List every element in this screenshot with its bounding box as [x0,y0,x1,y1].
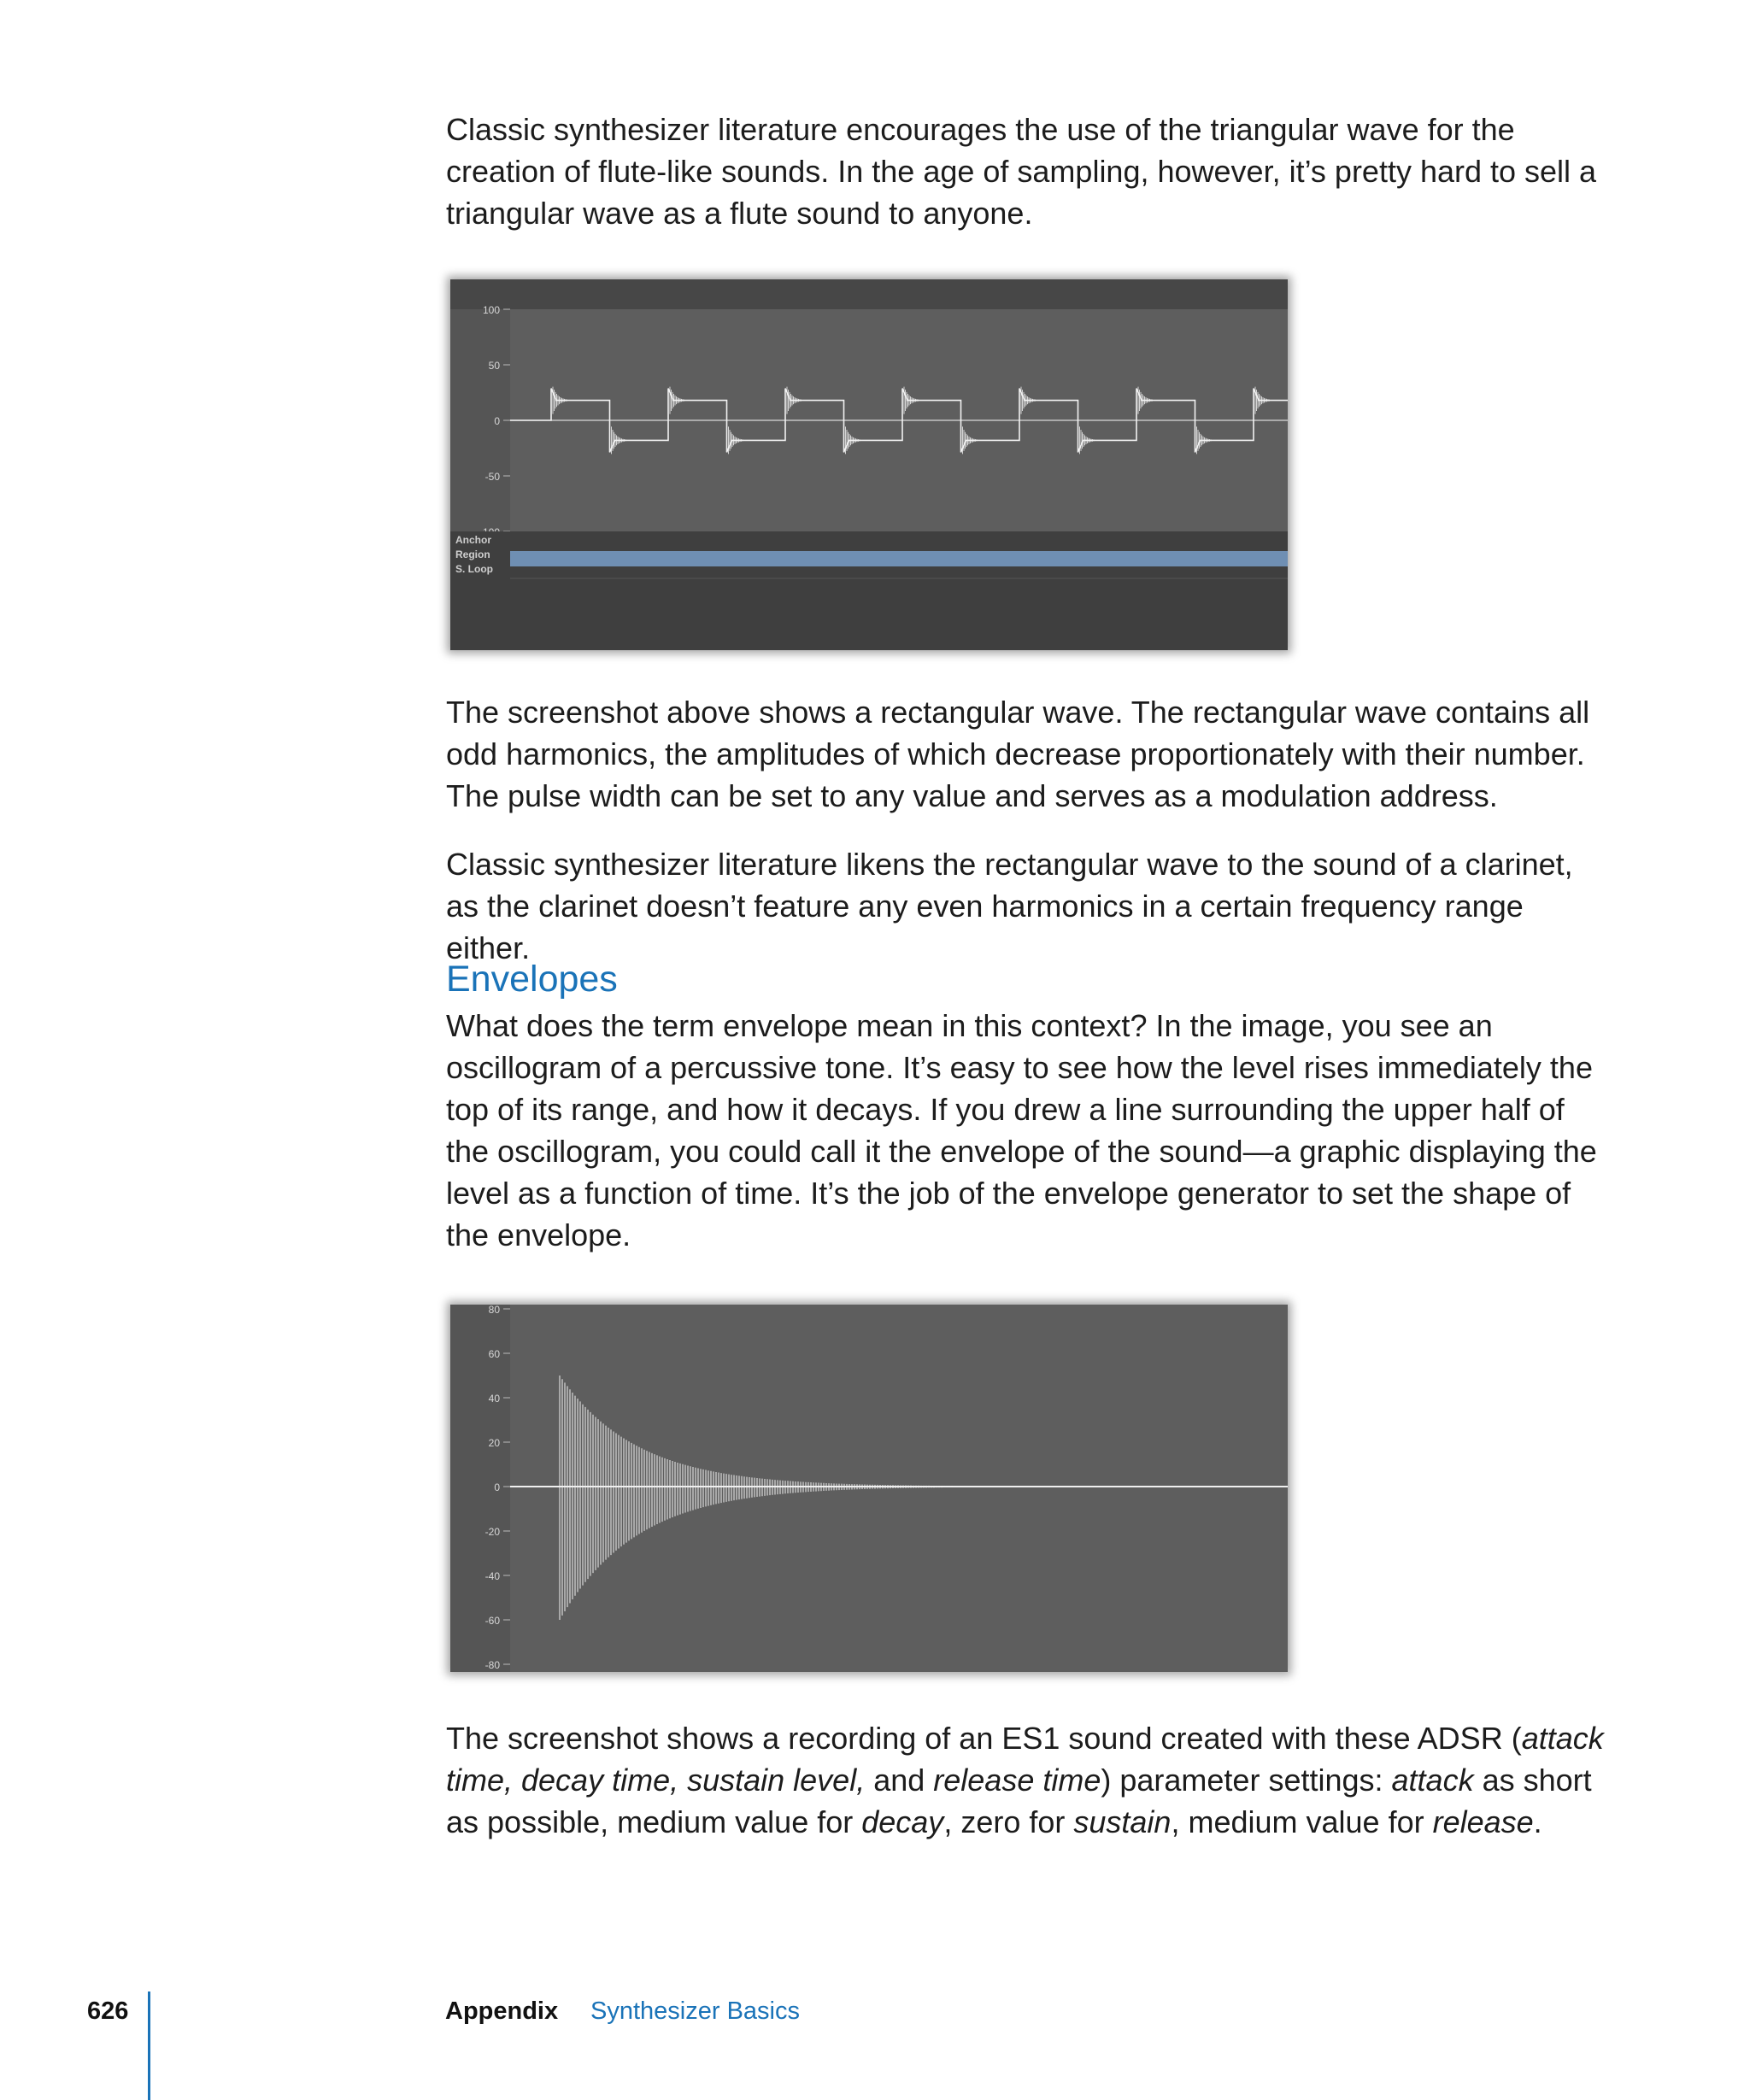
track-label: Region [455,548,490,560]
footer-divider [148,1991,150,2100]
y-tick-label: 80 [488,1305,500,1316]
y-tick-label: 60 [488,1348,500,1360]
footer-chapter-label: Appendix [445,1997,559,2025]
y-tick-label: 20 [488,1437,500,1449]
track-label: Anchor [455,534,491,546]
page-number: 626 [87,1997,129,2025]
plot-background [450,1305,1288,1672]
y-tick-label: 100 [482,304,500,316]
footer-section-title: Synthesizer Basics [590,1997,800,2025]
y-axis-ruler [450,1305,510,1672]
paragraph-clarinet: Classic synthesizer literature likens the rectangular wave to the sound of a clarinet, as the clarinet doesn’t feature any even harmonics in a certain frequency range either. [446,847,1573,965]
y-tick-label: -50 [484,471,500,483]
y-tick-label: -80 [484,1659,500,1671]
y-tick-label: 0 [494,1481,500,1493]
y-tick-label: -20 [484,1526,500,1538]
top-header-bar [450,279,1288,309]
percussive-tone-oscillogram [450,1305,1288,1672]
section-heading-envelopes: Envelopes [446,959,618,1000]
region-bar [510,551,1288,566]
y-tick-label: 0 [494,415,500,427]
rectangular-wave-figure [450,279,1288,650]
y-tick-label: 40 [488,1393,500,1405]
percussive-tone-figure [450,1305,1288,1672]
paragraph-adsr-settings: The screenshot shows a recording of an ES1 sound created with these ADSR (attack time, decay time, sustain level, and release time) parameter settings: attack as short as possible, medium value for decay, zero for sustain, medium value for release. [446,1721,1604,1839]
y-tick-label: -40 [484,1570,500,1582]
paragraph-triangle-flute: Classic synthesizer literature encourages the use of the triangular wave for the creation of flute-like sounds. In the age of sampling, however, it’s pretty hard to sell a triangular wave as a flute sound to anyone. [446,112,1597,231]
paragraph-envelope-definition: What does the term envelope mean in this context? In the image, you see an oscillogram of a percussive tone. It’s easy to see how the level rises immediately the top of its range, and how it decays. If you drew a line surrounding the upper half of the oscillogram, you could call it the envelope of the sound—a graphic displaying the level as a function of time. It’s the job of the envelope generator to set the shape of the envelope. [446,1008,1597,1252]
track-label: S. Loop [455,563,493,575]
y-tick-label: 50 [488,360,500,372]
paragraph-rectangular-wave: The screenshot above shows a rectangular wave. The rectangular wave contains all odd harmonics, the amplitudes of which decrease proportionately with their number. The pulse width can be set to any value and serves as a modulation address. [446,695,1590,813]
track-strip [450,531,1288,650]
y-tick-label: -60 [484,1615,500,1627]
rectangular-wave-oscillogram [450,279,1288,650]
